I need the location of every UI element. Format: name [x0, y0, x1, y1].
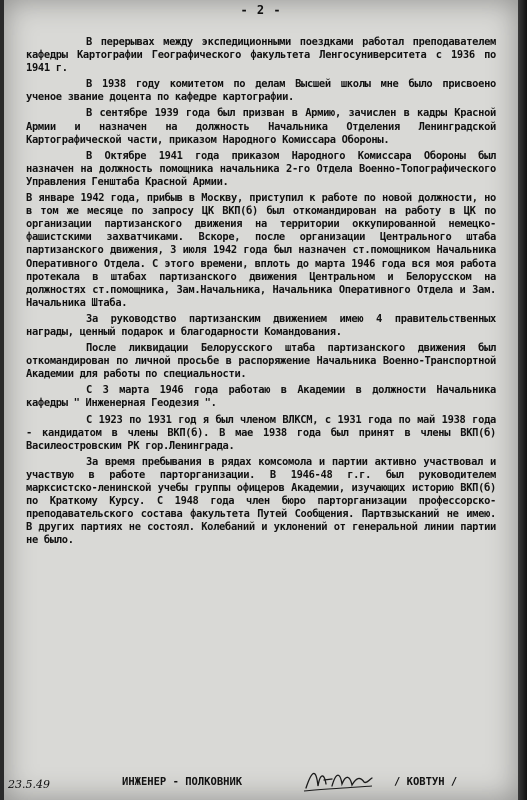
page-number: - 2 - — [240, 3, 282, 17]
paragraph: В 1938 году комитетом по делам Высшей школы мне было присвоено ученое звание доцента по кафедре картографии. — [26, 78, 496, 104]
paragraph: За руководство партизанским движением имею 4 правительственных награды, ценный подарок и благодарности Командования. — [26, 312, 496, 338]
paragraph: В перерывах между экспедиционными поездками работал преподавателем кафедры Картографии Географического факультета Ленгосуниверситета с 1936 по 1941 г. — [26, 36, 496, 75]
scan-edge-shadow — [518, 0, 527, 800]
paragraph: В сентябре 1939 года был призван в Армию, зачислен в кадры Красной Армии и назначен на должность Начальника Отделения Ленинградской Картографической части, приказом Народного Комиссара Обороны. — [26, 107, 496, 146]
signatory-rank: ИНЖЕНЕР - ПОЛКОВНИК — [122, 776, 243, 788]
handwritten-date: 23.5.49 — [8, 778, 50, 791]
paragraph: С 1923 по 1931 год я был членом ВЛКСМ, с 1931 года по май 1938 года - кандидатом в члены ВКП(б). В мае 1938 года был принят в члены ВКП(б) Василеостровским РК гор.Ленинграда. — [26, 413, 496, 452]
document-body — [26, 36, 496, 550]
signature-block — [4, 772, 518, 796]
signatory-name: / КОВТУН / — [394, 776, 458, 788]
paragraph: За время пребывания в рядах комсомола и партии активно участвовал и участвую в работе парторганизации. В 1946-48 г.г. был руководителем марксистско-ленинской учебы группы офицеров Академии, изучающих историю ВКП(б) по Краткому Курсу. С 1948 года член бюро парторганизации профессорско-преподавательского состава факультета Путей Сообщения. Партвзысканий не имею. В других партиях не состоял. Колебаний и уклонений от генеральной линии партии не было. — [26, 455, 496, 547]
paragraph: В Октябре 1941 года приказом Народного Комиссара Обороны был назначен на должность помощника начальника 2-го Отдела Военно-Топографического Управления Генштаба Красной Армии. — [26, 149, 496, 188]
paragraph: В январе 1942 года, прибыв в Москву, приступил к работе по новой должности, но в том же месяце по запросу ЦК ВКП(б) был откомандирован на работу в ЦК по организации партизанского движения на территории оккупированной немецко-фашистскими захватчиками. Вскоре, после организации Центрального штаба партизанского движения, 3 июля 1942 года был назначен ст.помощником Начальника Оперативного Отдела. С этого времени, вплоть до марта 1946 года вся моя работа протекала в штабах партизанского движения Центральном и Белорусском на должностях ст.помощника, Зам.Начальника, Начальника Оперативного Отдела и Зам. Начальника Штаба. — [26, 192, 496, 309]
paragraph: С 3 марта 1946 года работаю в Академии в должности Начальника кафедры " Инженерная Геодезия ". — [26, 384, 496, 410]
document-page — [4, 0, 518, 800]
paragraph: После ликвидации Белорусского штаба партизанского движения был откомандирован по личной просьбе в распоряжение Начальника Военно-Транспортной Академии для работы по специальности. — [26, 342, 496, 381]
handwritten-signature — [302, 764, 374, 794]
